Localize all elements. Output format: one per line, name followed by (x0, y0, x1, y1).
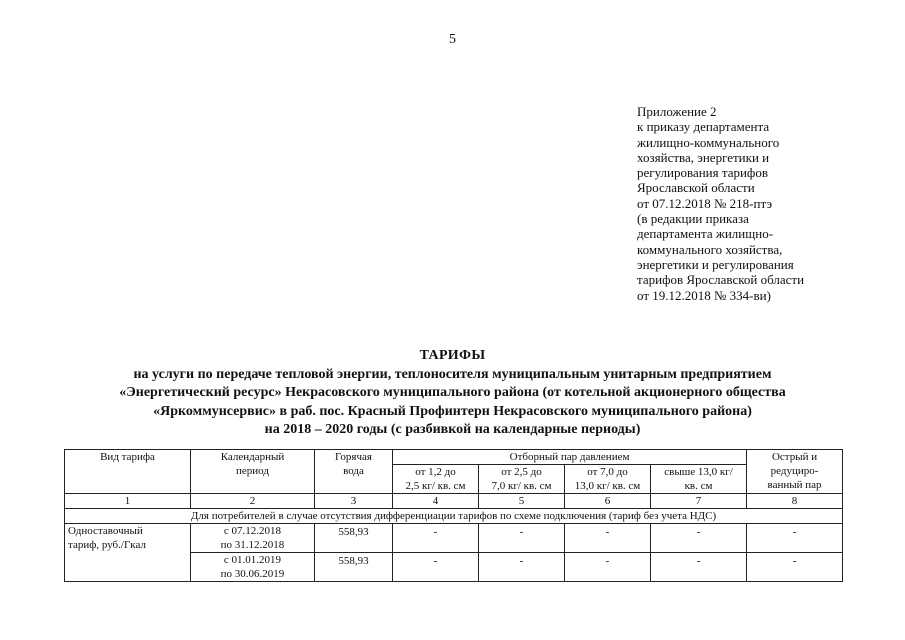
sharp-steam-cell: - (747, 524, 843, 553)
page-number: 5 (449, 32, 456, 47)
header-sharp-line: Острый и (771, 451, 818, 463)
sharp-steam-cell: - (747, 553, 843, 582)
hot-water-cell: 558,93 (315, 553, 393, 582)
header-steam-2-line: 7,0 кг/ кв. см (491, 480, 552, 492)
appendix-line: регулирования тарифов (637, 165, 768, 181)
header-period-line: Календарный (220, 451, 285, 463)
tariff-name-line: тариф, руб./Гкал (68, 539, 146, 551)
appendix-line: хозяйства, энергетики и (637, 149, 770, 165)
header-sharp-line: редуциро- (770, 465, 819, 477)
appendix-line: (в редакции приказа (637, 211, 749, 227)
header-steam-4-line: кв. см (684, 480, 713, 492)
title-line: на 2018 – 2020 годы (с разбивкой на календарные периоды) (264, 422, 641, 438)
tariff-name-cell (65, 524, 191, 582)
period-cell (191, 524, 315, 553)
header-steam-4-line: свыше 13,0 кг/ (664, 466, 733, 478)
appendix-line: тарифов Ярославской области (637, 272, 805, 288)
column-number: 1 (65, 494, 191, 509)
appendix-note (637, 104, 897, 303)
period-cell (191, 553, 315, 582)
tariff-name-line: Одноставочный (68, 525, 143, 537)
section-caption: Для потребителей в случае отсутствия дифференциации тарифов по схеме подключения (тариф без учета НДС) (65, 509, 843, 524)
title-line: «Энергетический ресурс» Некрасовского муниципального района (от котельной акционерного общества (119, 385, 786, 401)
appendix-line: коммунального хозяйства, (637, 241, 783, 257)
header-hot-water-line: вода (343, 465, 364, 477)
header-steam-group-label: Отборный пар давлением (509, 451, 630, 463)
tariff-table (64, 449, 843, 582)
appendix-line: Приложение 2 (637, 104, 717, 119)
header-steam-3-line: 13,0 кг/ кв. см (574, 480, 641, 492)
appendix-line: от 19.12.2018 № 334-ви) (637, 287, 771, 303)
header-hot-water (315, 450, 393, 494)
header-steam-1 (393, 465, 479, 494)
steam-3-cell: - (565, 553, 651, 582)
column-number-row (65, 494, 843, 509)
column-number: 7 (651, 494, 747, 509)
title-main: ТАРИФЫ (419, 348, 486, 363)
steam-1-cell: - (393, 553, 479, 582)
hot-water-cell: 558,93 (315, 524, 393, 553)
header-tariff-type (65, 450, 191, 494)
column-number: 6 (565, 494, 651, 509)
title-line: на услуги по передаче тепловой энергии, теплоносителя муниципальным унитарным предприятием (133, 366, 772, 382)
appendix-line: департамента жилищно- (637, 226, 774, 242)
header-period-line: период (236, 465, 269, 477)
header-steam-2-line: от 2,5 до (501, 466, 542, 478)
period-line: по 30.06.2019 (220, 568, 285, 580)
column-number: 2 (191, 494, 315, 509)
column-number: 8 (747, 494, 843, 509)
steam-1-cell: - (393, 524, 479, 553)
header-row (65, 450, 843, 465)
appendix-line: к приказу департамента (637, 119, 770, 135)
header-steam-3-line: от 7,0 до (587, 466, 628, 478)
appendix-line: энергетики и регулирования (637, 256, 794, 272)
column-number: 3 (315, 494, 393, 509)
column-number: 4 (393, 494, 479, 509)
table-row (65, 524, 843, 553)
appendix-line: жилищно-коммунального (637, 134, 780, 150)
header-sharp-steam (747, 450, 843, 494)
header-steam-group (393, 450, 747, 465)
steam-4-cell: - (651, 553, 747, 582)
period-line: с 01.01.2019 (223, 554, 282, 566)
header-steam-3 (565, 465, 651, 494)
steam-2-cell: - (479, 524, 565, 553)
section-caption-row (65, 509, 843, 524)
steam-4-cell: - (651, 524, 747, 553)
title-line: «Яркоммунсервис» в раб. пос. Красный Профинтерн Некрасовского муниципального района) (153, 403, 752, 419)
header-period (191, 450, 315, 494)
period-line: по 31.12.2018 (220, 539, 285, 551)
header-sharp-line: ванный пар (767, 479, 822, 491)
header-steam-4 (651, 465, 747, 494)
steam-3-cell: - (565, 524, 651, 553)
header-steam-1-line: 2,5 кг/ кв. см (405, 480, 466, 492)
steam-2-cell: - (479, 553, 565, 582)
document-title (0, 347, 905, 440)
header-tariff-type-label: Вид тарифа (100, 451, 155, 463)
column-number: 5 (479, 494, 565, 509)
appendix-line: Ярославской области (637, 180, 755, 196)
header-steam-1-line: от 1,2 до (415, 466, 456, 478)
appendix-line: от 07.12.2018 № 218-птэ (637, 195, 773, 211)
header-steam-2 (479, 465, 565, 494)
header-hot-water-line: Горячая (335, 451, 372, 463)
period-line: с 07.12.2018 (223, 525, 282, 537)
